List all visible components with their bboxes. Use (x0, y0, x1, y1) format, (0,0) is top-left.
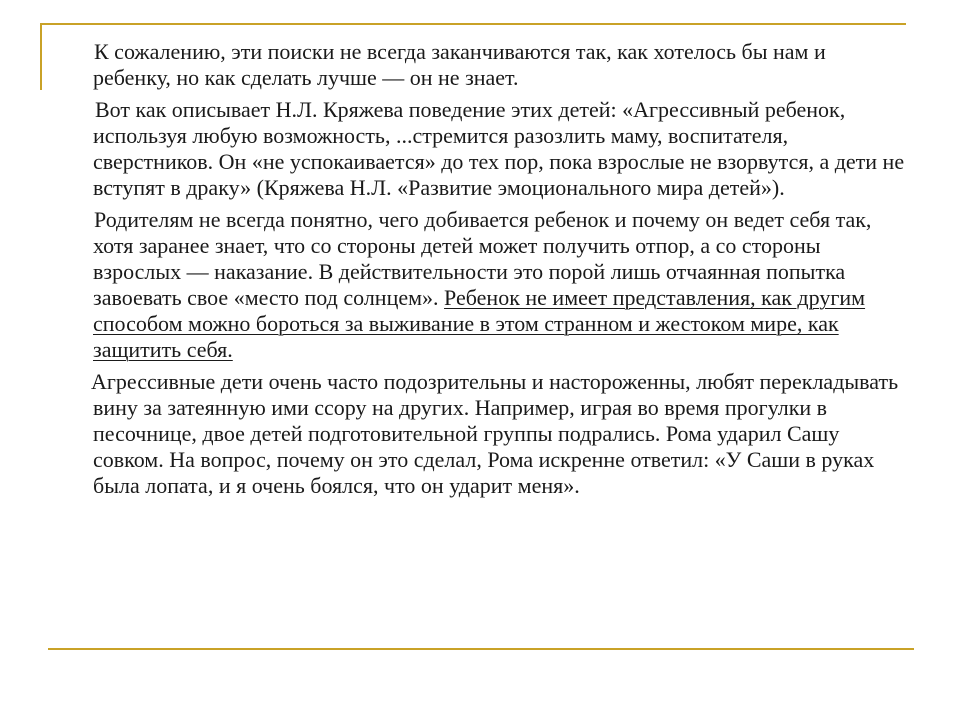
paragraph-3-underlined-text: Ребенок не имеет представления, как другим способом можно бороться за выживание в этом странном и жестоком мире, как защитить себя. (93, 285, 866, 362)
paragraph-4: Агрессивные дети очень часто подозрительны и настороженны, любят перекладывать вину за затеянную ими ссору на других. Например, играя во время прогулки в песочнице, двое детей подготовительной группы подрались. Рома ударил Сашу совком. На вопрос, почему он это сделал, Рома искренне ответил: «У Саши в руках была лопата, и я очень боялся, что он ударит меня». (91, 369, 899, 498)
left-decorative-rule (40, 23, 42, 90)
top-decorative-rule (40, 23, 906, 25)
paragraph-2: Вот как описывает Н.Л. Кряжева поведение этих детей: «Агрессивный ребенок, используя любую возможность, ...стремится разозлить маму, воспитателя, сверстников. Он «не успокаивается» до тех пор, пока взрослые не взорвутся, а дети не вступят в драку» (Кряжева Н.Л. «Развитие эмоционального мира детей»). (93, 97, 905, 200)
paragraph-3-text: Родителям не всегда понятно, чего добивается ребенок и почему он ведет себя так, хотя заранее знает, что со стороны детей может получить отпор, а со стороны взрослых — наказание. В действительности это порой лишь отчаянная попытка завоевать свое «место под солнцем». (93, 207, 872, 310)
bottom-decorative-rule (48, 648, 914, 650)
paragraph-3 (93, 207, 908, 363)
paragraph-1: К сожалению, эти поиски не всегда заканчиваются так, как хотелось бы нам и ребенку, но как сделать лучше — он не знает. (93, 39, 826, 90)
slide-body (93, 39, 908, 505)
